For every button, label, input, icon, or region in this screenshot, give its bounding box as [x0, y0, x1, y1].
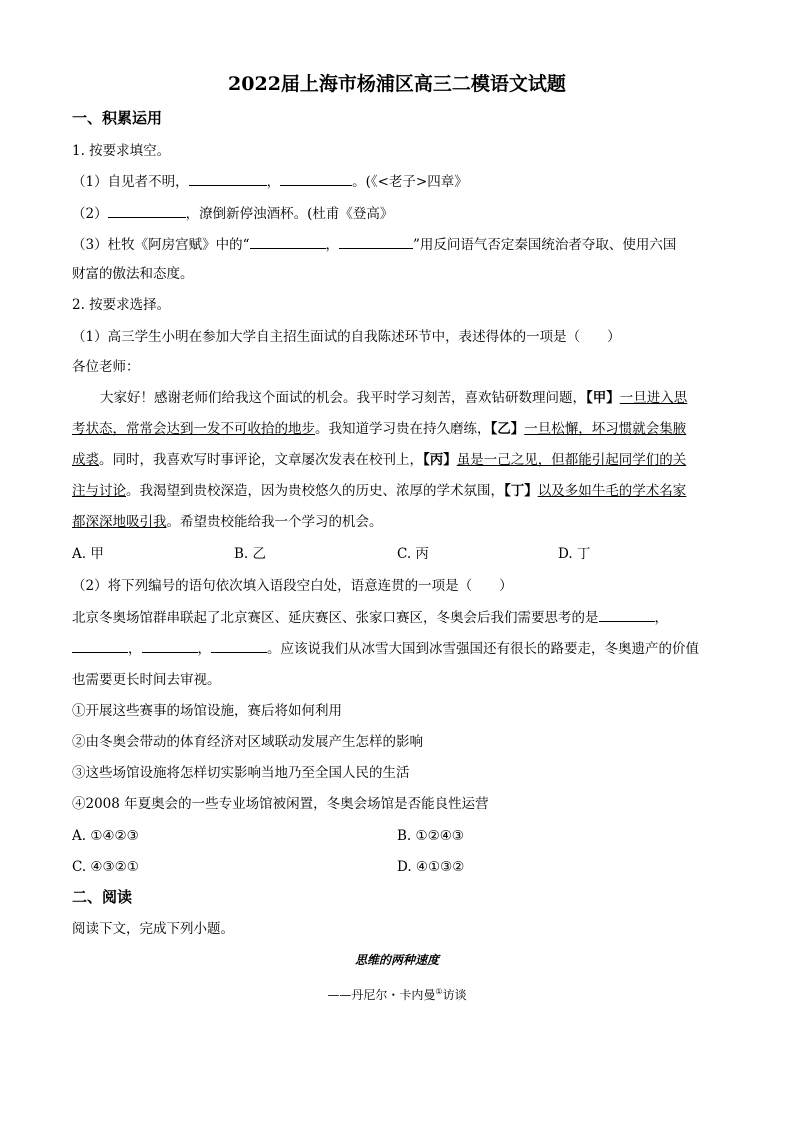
q1-part2: [72, 203, 393, 224]
q1-part1-text-a: （1）自见者不明，: [72, 174, 189, 190]
q2-sub1-stem: （1）高三学生小明在参加大学自主招生面试的自我陈述环节中，表述得体的一项是（ ）: [72, 329, 621, 345]
underlined-phrase-ding: 都深深地吸引我: [72, 514, 167, 530]
passage-text: ，: [197, 641, 211, 657]
passage-text: 。应该说我们从冰雪大国到冰雪强国还有很长的路要走，冬奥遗产的价值: [267, 641, 699, 657]
passage-line: [72, 638, 699, 659]
answer-blank[interactable]: [189, 171, 267, 186]
para-text: 。希望贵校能给我一个学习的机会。: [166, 514, 383, 530]
answer-blank[interactable]: [142, 638, 198, 653]
footnote-marker: ①: [435, 987, 443, 996]
statement-3: ③这些场馆设施将怎样切实影响当地乃至全国人民的生活: [72, 765, 410, 781]
passage-line: 也需要更长时间去审视。: [72, 672, 221, 688]
option-c[interactable]: C. 丙: [397, 546, 429, 562]
underlined-phrase-jia: 考状态，常常会达到一发不可收拾的地步: [72, 421, 315, 437]
underlined-phrase-bing: 虽是一己之见，但都能引起同学们的关: [456, 452, 687, 468]
page-title: 2022届上海市杨浦区高三二模语文试题: [228, 73, 566, 95]
answer-blank[interactable]: [211, 638, 267, 653]
answer-blank[interactable]: [108, 203, 186, 218]
mark-jia: 【甲】: [586, 390, 620, 406]
section-heading-2: 二、阅读: [72, 888, 133, 906]
statement-2: ②由冬奥会带动的体育经济对区域联动发展产生怎样的影响: [72, 734, 423, 750]
passage-text: ，: [128, 641, 142, 657]
option-a[interactable]: A. ①④②③: [72, 828, 139, 844]
q1-part3-text-a: （3）杜牧《阿房宫赋》中的“: [72, 237, 250, 253]
q1-part3-text-b: ，: [325, 237, 339, 253]
q1-part3-cont: 财富的傲法和态度。: [72, 266, 194, 282]
letter-para-line: [100, 388, 687, 408]
q1-part1-text-b: ，: [266, 174, 281, 190]
q1-part2-text-a: （2）: [72, 206, 108, 222]
q1-part1-text-c: 。(《<老子>四章》: [352, 174, 468, 190]
option-a[interactable]: A. 甲: [72, 546, 104, 562]
underlined-phrase-jia: 一旦进入思: [619, 390, 688, 406]
q1-part1: [72, 171, 468, 192]
q1-part3: [72, 234, 676, 255]
section-heading-1: 一、积累运用: [72, 109, 163, 127]
para-text: 。同时，我喜欢写时事评论，文章屡次发表在校刊上，: [99, 452, 423, 468]
statement-4: ④2008 年夏奥会的一些专业场馆被闲置，冬奥会场馆是否能良性运营: [72, 796, 489, 812]
reading-intro: 阅读下文，完成下列小题。: [72, 921, 234, 937]
letter-para-line: [72, 512, 383, 532]
option-b[interactable]: B. ①②④③: [397, 828, 464, 844]
option-d[interactable]: D. 丁: [558, 546, 591, 562]
byline-author: ——丹尼尔・卡内曼: [327, 988, 436, 1002]
para-text: 。我渴望到贵校深造，因为贵校悠久的历史、浓厚的学术氛围，: [126, 483, 504, 499]
option-c[interactable]: C. ④③②①: [72, 859, 139, 875]
underlined-phrase-ding: 以及多如牛毛的学术名家: [537, 483, 687, 499]
para-text: 。我知道学习贵在持久磨练，: [315, 421, 491, 437]
mark-yi: 【乙】: [490, 421, 525, 437]
passage-text: ，: [654, 610, 668, 626]
answer-blank[interactable]: [339, 234, 413, 249]
mark-bing: 【丙】: [423, 452, 457, 468]
q1-stem: 1. 按要求填空。: [72, 143, 171, 159]
answer-blank[interactable]: [599, 607, 655, 622]
letter-para-line: [72, 481, 686, 501]
mark-ding: 【丁】: [504, 483, 538, 499]
underlined-phrase-yi: 成裘: [72, 452, 99, 468]
para-text: 大家好！感谢老师们给我这个面试的机会。我平时学习刻苦，喜欢钻研数理问题，: [100, 390, 586, 406]
option-d[interactable]: D. ④①③②: [397, 859, 465, 875]
answer-blank[interactable]: [250, 234, 326, 249]
answer-blank[interactable]: [72, 638, 128, 653]
answer-blank[interactable]: [280, 171, 352, 186]
article-title: 思维的两种速度: [354, 953, 439, 967]
q1-part2-text-b: ，潦倒新停浊酒杯。(杜甫《登高》: [185, 206, 394, 222]
underlined-phrase-bing: 注与讨论: [72, 483, 126, 499]
q2-stem: 2. 按要求选择。: [72, 297, 171, 313]
article-byline: [0, 983, 794, 1004]
passage-text: 北京冬奥场馆群串联起了北京赛区、延庆赛区、张家口赛区，冬奥会后我们需要思考的是: [72, 610, 599, 626]
q2-sub2-stem: （2）将下列编号的语句依次填入语段空白处，语意连贯的一项是（ ）: [72, 578, 513, 594]
letter-greeting: 各位老师：: [72, 359, 140, 375]
byline-suffix: 访谈: [442, 988, 467, 1002]
underlined-phrase-yi: 一旦松懈，坏习惯就会集腋: [524, 421, 687, 437]
q1-part3-text-c: ”用反问语气否定秦国统治者夺取、使用六国: [413, 237, 677, 253]
passage-line: [72, 607, 668, 628]
letter-para-line: [72, 450, 686, 470]
option-b[interactable]: B. 乙: [234, 546, 267, 562]
statement-1: ①开展这些赛事的场馆设施，赛后将如何利用: [72, 703, 342, 719]
letter-para-line: [72, 419, 686, 439]
